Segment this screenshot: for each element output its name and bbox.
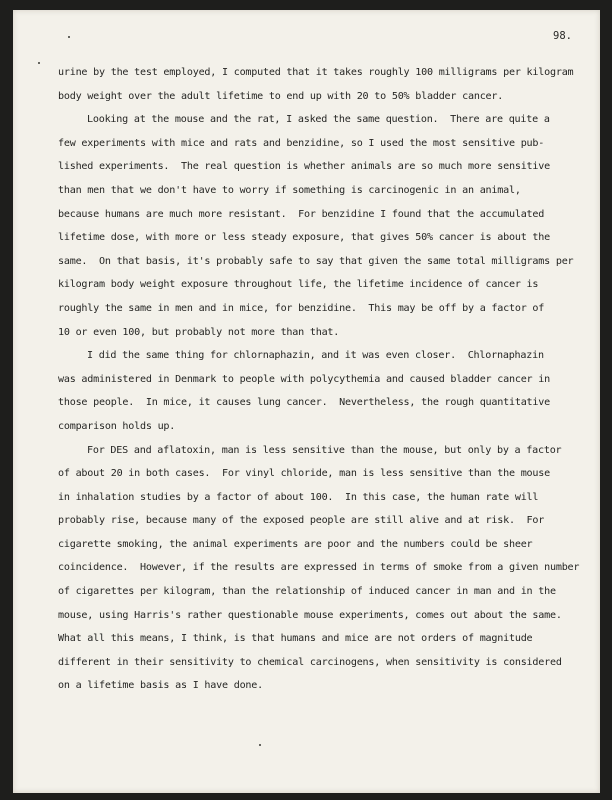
text-line: I did the same thing for chlornaphazin, and it was even closer. Chlornaphazin — [87, 350, 544, 362]
text-line: those people. In mice, it causes lung cancer. Nevertheless, the rough quantitative — [58, 397, 550, 409]
paragraph — [58, 61, 578, 108]
paragraph — [58, 344, 578, 438]
text-line: different in their sensitivity to chemical carcinogens, when sensitivity is considered — [58, 656, 562, 668]
text-line: was administered in Denmark to people with polycythemia and caused bladder cancer in — [58, 373, 550, 385]
text-line: roughly the same in men and in mice, for benzidine. This may be off by a factor of — [58, 302, 545, 314]
text-line: on a lifetime basis as I have done. — [58, 680, 263, 692]
text-line: same. On that basis, it's probably safe to say that given the same total milligrams per — [58, 255, 574, 267]
page-number: 98. — [553, 30, 572, 42]
text-line: coincidence. However, if the results are expressed in terms of smoke from a given number — [58, 562, 580, 574]
text-line: urine by the test employed, I computed that it takes roughly 100 milligrams per kilogram — [58, 67, 574, 78]
text-line: because humans are much more resistant. For benzidine I found that the accumulated — [58, 208, 545, 220]
text-line: few experiments with mice and rats and benzidine, so I used the most sensitive pub- — [58, 137, 545, 149]
text-line: lifetime dose, with more or less steady exposure, that gives 50% cancer is about the — [58, 232, 550, 244]
text-line: What all this means, I think, is that humans and mice are not orders of magnitude — [58, 633, 533, 645]
text-line: For DES and aflatoxin, man is less sensitive than the mouse, but only by a factor — [87, 444, 562, 456]
document-page — [13, 10, 600, 793]
text-line: of about 20 in both cases. For vinyl chloride, man is less sensitive than the mouse — [58, 468, 550, 480]
text-line: kilogram body weight exposure throughout life, the lifetime incidence of cancer is — [58, 279, 539, 291]
text-line: 10 or even 100, but probably not more than that. — [58, 326, 340, 338]
text-line: than men that we don't have to worry if something is carcinogenic in an animal, — [58, 184, 521, 196]
text-line: body weight over the adult lifetime to end up with 20 to 50% bladder cancer. — [58, 90, 504, 102]
paragraph — [58, 108, 578, 344]
paragraph — [58, 439, 578, 699]
document-body — [58, 61, 578, 698]
paper-speck — [68, 36, 70, 38]
text-line: comparison holds up. — [58, 420, 176, 432]
text-line: probably rise, because many of the exposed people are still alive and at risk. For — [58, 515, 545, 527]
text-line: of cigarettes per kilogram, than the relationship of induced cancer in man and in the — [58, 586, 556, 598]
paper-speck — [259, 744, 261, 746]
text-line: in inhalation studies by a factor of about 100. In this case, the human rate will — [58, 491, 539, 503]
text-line: mouse, using Harris's rather questionable mouse experiments, comes out about the same. — [58, 609, 562, 621]
paper-speck — [38, 62, 40, 64]
text-line: lished experiments. The real question is whether animals are so much more sensitive — [58, 161, 550, 173]
text-line: cigarette smoking, the animal experiments are poor and the numbers could be sheer — [58, 538, 533, 550]
text-line: Looking at the mouse and the rat, I asked the same question. There are quite a — [87, 114, 550, 126]
